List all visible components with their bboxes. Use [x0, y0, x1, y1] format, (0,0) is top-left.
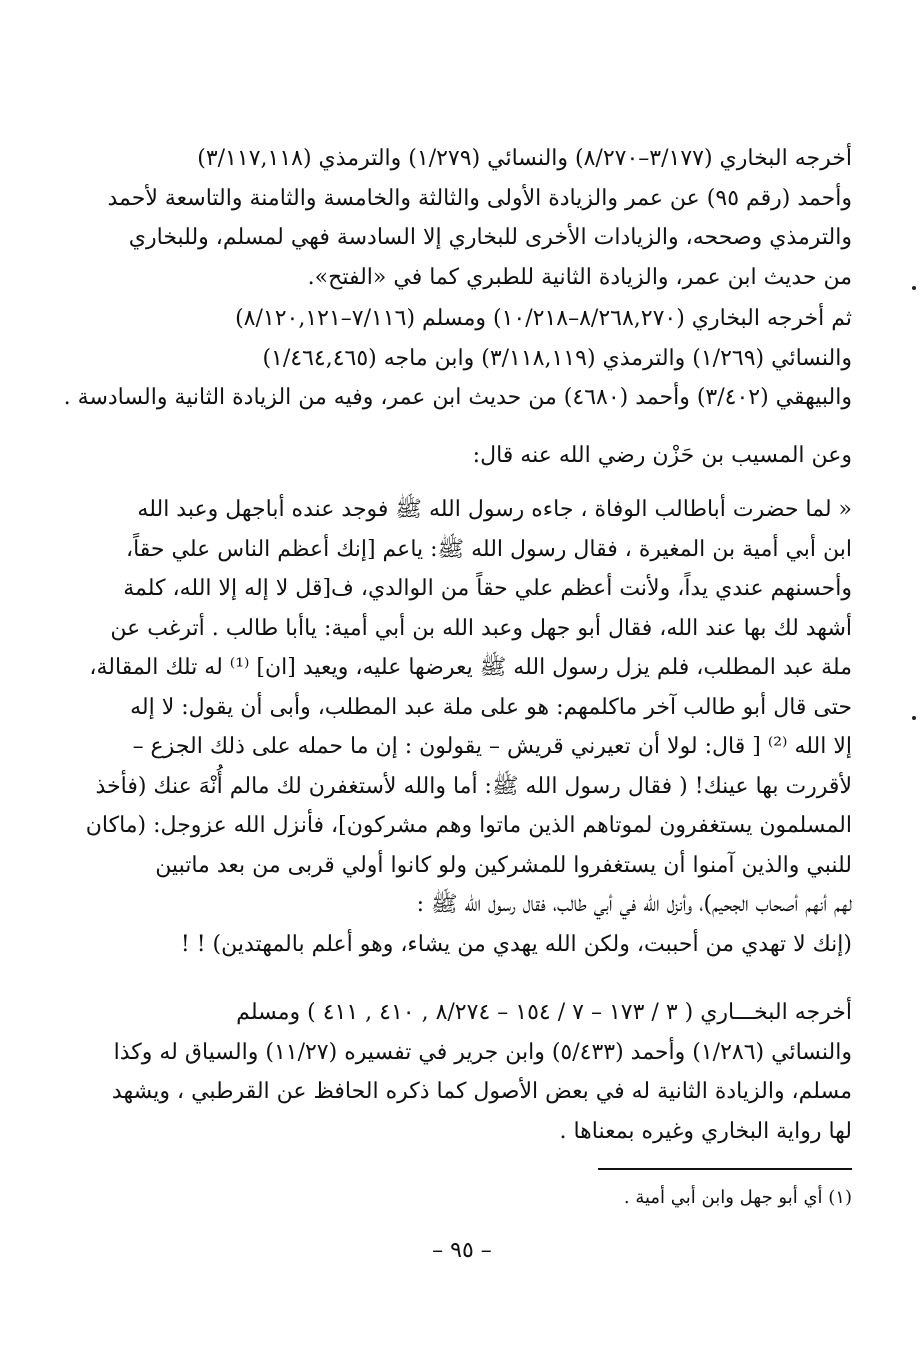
text-line: مسلم، والزيادة الثانية له في بعض الأصول كما ذكره الحافظ عن القرطبي ، ويشهد [111, 1079, 852, 1104]
takhrij-paragraph-3 [110, 993, 852, 1151]
takhrij-paragraph-2 [63, 299, 852, 418]
text-line: وأحسنهم عندي يداً، ولأنت أعظم علي حقاً من الوالدي، ف[قل لا إله إلا الله، كلمة [123, 576, 852, 601]
text-line: والبيهقي (٣/٤٠٢) وأحمد (٤٦٨٠) من حديث ابن عمر، وفيه من الزيادة الثانية والسادسة . [63, 385, 852, 410]
text-line: ثم أخرجه البخاري (٨/٢٦٨,٢٧٠–١٠/٢١٨) ومسلم (٧/١١٦–٨/١٢٠,١٢١) [235, 306, 852, 331]
text-line: وعن المسيب بن حَزْن رضي الله عنه قال: [472, 443, 852, 468]
text-line: « لما حضرت أباطالب الوفاة ، جاءه رسول الله ﷺ فوجد عنده أباجهل وعبد الله [137, 497, 852, 522]
text-line: أخرجه البخاري (٣/١٧٧–٨/٢٧٠) والنسائي (١/٢٧٩) والترمذي (٣/١١٧,١١٨) [197, 146, 852, 171]
text-line: لها رواية البخاري وغيره بمعناها . [559, 1118, 852, 1144]
text-line: للنبي والذين آمنوا أن يستغفروا للمشركين ولو كانوا أولي قربى من بعد ماتبين [155, 852, 852, 878]
footnote: (١) أي أبو جهل وابن أبي أمية . [623, 1187, 852, 1208]
footnote-divider [598, 1168, 852, 1170]
text-line: (إنك لا تهدي من أحببت، ولكن الله يهدي من يشاء، وهو أعلم بالمهتدين) ! ! [180, 931, 852, 957]
margin-dot [912, 286, 916, 290]
text-line: أشهد لك بها عند الله، فقال أبو جهل وعبد الله بن أبي أمية: ياأبا طالب . أترغب عن [110, 615, 852, 641]
text-line: لهم أنهم أصحاب الجحيم)، وأنزل الله في أبي طالب، فقال رسول الله ﷺ : [416, 892, 852, 917]
narration-intro [110, 436, 852, 476]
hadith-text [85, 490, 852, 964]
text-line: المسلمون يستغفرون لموتاهم الذين ماتوا وهم مشركون]، فأنزل الله عزوجل: (ماكان [85, 813, 852, 838]
text-line: والترمذي وصححه، والزيادات الأخرى للبخاري إلا السادسة فهي لمسلم، وللبخاري [128, 225, 852, 250]
text-line: والنسائي (١/٢٦٩) والترمذي (٣/١١٨,١١٩) وابن ماجه (١/٤٦٤,٤٦٥) [262, 345, 852, 371]
text-line: ملة عبد المطلب، فلم يزل رسول الله ﷺ يعرضها عليه، ويعيد [ان] ⁽¹⁾ له تلك المقالة، [89, 655, 852, 680]
text-line: ابن أبي أمية بن المغيرة ، فقال رسول الله ﷺ: ياعم [إنك أعظم الناس علي حقاً، [126, 536, 852, 562]
takhrij-paragraph-1 [107, 139, 852, 297]
page-number: – ٩٥ – [432, 1238, 492, 1263]
text-line: من حديث ابن عمر، والزيادة الثانية للطبري كما في «الفتح». [307, 264, 852, 290]
text-line: والنسائي (١/٢٨٦) وأحمد (٥/٤٣٣) وابن جرير في تفسيره (١١/٢٧) والسياق له وكذا [113, 1039, 852, 1065]
text-line: لأقررت بها عينك! ( فقال رسول الله ﷺ: أما والله لأستغفرن لك مالم أُنْهَ عنك (فأخذ [95, 773, 852, 799]
text-line: أخرجه البخـــاري ( ٣ / ١٧٣ – ٧ / ١٥٤ – ٨/٢٧٤ , ٤١٠ , ٤١١ ) ومسلم [236, 1000, 852, 1025]
text-line: حتى قال أبو طالب آخر ماكلمهم: هو على ملة عبد المطلب، وأبى أن يقول: لا إله [130, 694, 852, 720]
text-line: إلا الله ⁽²⁾ [ قال: لولا أن تعيرني قريش – يقولون : إن ما حمله على ذلك الجزع – [132, 734, 852, 759]
margin-dot [912, 716, 916, 720]
text-line: وأحمد (رقم ٩٥) عن عمر والزيادة الأولى والثالثة والخامسة والثامنة والتاسعة لأحمد [107, 185, 852, 211]
